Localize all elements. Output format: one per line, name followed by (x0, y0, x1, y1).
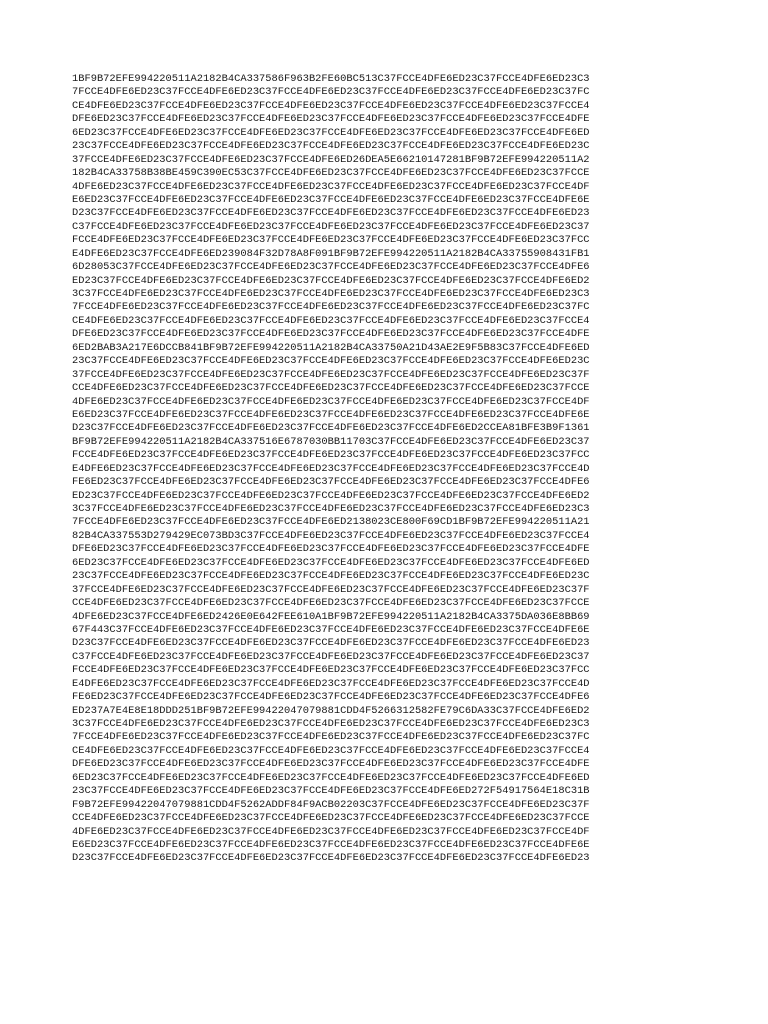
text-line: 6ED2BAB3A217E6DCCB841BF9B72EFE994220511A2182B4CA33750A21D43AE2E9F5B83C37FCCE4DFE6ED (72, 341, 590, 354)
text-line: 7FCCE4DFE6ED23C37FCCE4DFE6ED23C37FCCE4DFE6ED2138023CE800F69CD1BF9B72EFE994220511A21 (72, 516, 590, 529)
text-line: 4DFE6ED23C37FCCE4DFE6ED23C37FCCE4DFE6ED23C37FCCE4DFE6ED23C37FCCE4DFE6ED23C37FCCE4DF (72, 395, 590, 408)
text-line: D23C37FCCE4DFE6ED23C37FCCE4DFE6ED23C37FCCE4DFE6ED23C37FCCE4DFE6ED23C37FCCE4DFE6ED23 (72, 207, 590, 220)
text-line: ED237A7E4E8E18DDD251BF9B72EFE99422047079881CDD4F5266312582FE79C6DA33C37FCCE4DFE6ED2 (72, 704, 590, 717)
text-line: FE6ED23C37FCCE4DFE6ED23C37FCCE4DFE6ED23C37FCCE4DFE6ED23C37FCCE4DFE6ED23C37FCCE4DFE6 (72, 691, 590, 704)
text-line: 4DFE6ED23C37FCCE4DFE6ED23C37FCCE4DFE6ED23C37FCCE4DFE6ED23C37FCCE4DFE6ED23C37FCCE4DF (72, 825, 590, 838)
text-line: FCCE4DFE6ED23C37FCCE4DFE6ED23C37FCCE4DFE6ED23C37FCCE4DFE6ED23C37FCCE4DFE6ED23C37FCC (72, 449, 590, 462)
text-line: 23C37FCCE4DFE6ED23C37FCCE4DFE6ED23C37FCCE4DFE6ED23C37FCCE4DFE6ED23C37FCCE4DFE6ED23C (72, 140, 590, 153)
text-line: 1BF9B72EFE994220511A2182B4CA337586F963B2FE60BC513C37FCCE4DFE6ED23C37FCCE4DFE6ED23C3 (72, 73, 590, 85)
text-line: 7FCCE4DFE6ED23C37FCCE4DFE6ED23C37FCCE4DFE6ED23C37FCCE4DFE6ED23C37FCCE4DFE6ED23C37FC (72, 301, 590, 314)
text-line: E4DFE6ED23C37FCCE4DFE6ED23C37FCCE4DFE6ED23C37FCCE4DFE6ED23C37FCCE4DFE6ED23C37FCCE4D (72, 677, 590, 690)
text-line: CE4DFE6ED23C37FCCE4DFE6ED23C37FCCE4DFE6ED23C37FCCE4DFE6ED23C37FCCE4DFE6ED23C37FCCE4 (72, 314, 590, 327)
text-line: 7FCCE4DFE6ED23C37FCCE4DFE6ED23C37FCCE4DFE6ED23C37FCCE4DFE6ED23C37FCCE4DFE6ED23C37FC (72, 86, 590, 99)
text-line: 6D28053C37FCCE4DFE6ED23C37FCCE4DFE6ED23C37FCCE4DFE6ED23C37FCCE4DFE6ED23C37FCCE4DFE6 (72, 261, 590, 274)
text-line: 37FCCE4DFE6ED23C37FCCE4DFE6ED23C37FCCE4DFE6ED23C37FCCE4DFE6ED23C37FCCE4DFE6ED23C37F (72, 368, 590, 381)
text-line: 23C37FCCE4DFE6ED23C37FCCE4DFE6ED23C37FCCE4DFE6ED23C37FCCE4DFE6ED23C37FCCE4DFE6ED23C (72, 570, 590, 583)
text-line: DFE6ED23C37FCCE4DFE6ED23C37FCCE4DFE6ED23C37FCCE4DFE6ED23C37FCCE4DFE6ED23C37FCCE4DFE (72, 113, 590, 126)
text-line: FCCE4DFE6ED23C37FCCE4DFE6ED23C37FCCE4DFE6ED23C37FCCE4DFE6ED23C37FCCE4DFE6ED23C37FCC (72, 664, 590, 677)
text-line: D23C37FCCE4DFE6ED23C37FCCE4DFE6ED23C37FCCE4DFE6ED23C37FCCE4DFE6ED23C37FCCE4DFE6ED23 (72, 637, 590, 650)
text-line: D23C37FCCE4DFE6ED23C37FCCE4DFE6ED23C37FCCE4DFE6ED23C37FCCE4DFE6ED2CCEA81BFE3B9F1361 (72, 422, 590, 435)
text-line: ED23C37FCCE4DFE6ED23C37FCCE4DFE6ED23C37FCCE4DFE6ED23C37FCCE4DFE6ED23C37FCCE4DFE6ED2 (72, 274, 590, 287)
text-line: CE4DFE6ED23C37FCCE4DFE6ED23C37FCCE4DFE6ED23C37FCCE4DFE6ED23C37FCCE4DFE6ED23C37FCCE4 (72, 99, 590, 112)
text-line: 3C37FCCE4DFE6ED23C37FCCE4DFE6ED23C37FCCE4DFE6ED23C37FCCE4DFE6ED23C37FCCE4DFE6ED23C3 (72, 288, 590, 300)
text-line: 3C37FCCE4DFE6ED23C37FCCE4DFE6ED23C37FCCE4DFE6ED23C37FCCE4DFE6ED23C37FCCE4DFE6ED23C3 (72, 503, 590, 515)
text-line: 23C37FCCE4DFE6ED23C37FCCE4DFE6ED23C37FCCE4DFE6ED23C37FCCE4DFE6ED23C37FCCE4DFE6ED23C (72, 355, 590, 368)
text-line: 67F443C37FCCE4DFE6ED23C37FCCE4DFE6ED23C37FCCE4DFE6ED23C37FCCE4DFE6ED23C37FCCE4DFE6E (72, 623, 590, 636)
text-line: 37FCCE4DFE6ED23C37FCCE4DFE6ED23C37FCCE4DFE6ED26DEA5E66210147281BF9B72EFE994220511A2 (72, 153, 590, 166)
text-line: D23C37FCCE4DFE6ED23C37FCCE4DFE6ED23C37FCCE4DFE6ED23C37FCCE4DFE6ED23C37FCCE4DFE6ED23 (72, 852, 590, 865)
text-line: 6ED23C37FCCE4DFE6ED23C37FCCE4DFE6ED23C37FCCE4DFE6ED23C37FCCE4DFE6ED23C37FCCE4DFE6ED (72, 556, 590, 569)
text-line: F9B72EFE99422047079881CDD4F5262ADDF84F9ACB02203C37FCCE4DFE6ED23C37FCCE4DFE6ED23C37F (72, 798, 590, 811)
text-line: DFE6ED23C37FCCE4DFE6ED23C37FCCE4DFE6ED23C37FCCE4DFE6ED23C37FCCE4DFE6ED23C37FCCE4DFE (72, 543, 590, 556)
text-line: CCE4DFE6ED23C37FCCE4DFE6ED23C37FCCE4DFE6ED23C37FCCE4DFE6ED23C37FCCE4DFE6ED23C37FCCE (72, 812, 590, 825)
text-line: DFE6ED23C37FCCE4DFE6ED23C37FCCE4DFE6ED23C37FCCE4DFE6ED23C37FCCE4DFE6ED23C37FCCE4DFE (72, 758, 590, 771)
text-line: BF9B72EFE994220511A2182B4CA337516E6787030BB11703C37FCCE4DFE6ED23C37FCCE4DFE6ED23C37 (72, 435, 590, 448)
text-line: FCCE4DFE6ED23C37FCCE4DFE6ED23C37FCCE4DFE6ED23C37FCCE4DFE6ED23C37FCCE4DFE6ED23C37FCC (72, 234, 590, 247)
text-line: E6ED23C37FCCE4DFE6ED23C37FCCE4DFE6ED23C37FCCE4DFE6ED23C37FCCE4DFE6ED23C37FCCE4DFE6E (72, 193, 590, 206)
text-line: 6ED23C37FCCE4DFE6ED23C37FCCE4DFE6ED23C37FCCE4DFE6ED23C37FCCE4DFE6ED23C37FCCE4DFE6ED (72, 126, 590, 139)
text-line: 4DFE6ED23C37FCCE4DFE6ED2426E0E642FEE610A1BF9B72EFE994220511A2182B4CA3375DA036E8BB69 (72, 610, 590, 623)
text-line: C37FCCE4DFE6ED23C37FCCE4DFE6ED23C37FCCE4DFE6ED23C37FCCE4DFE6ED23C37FCCE4DFE6ED23C37 (72, 650, 590, 663)
text-line: 6ED23C37FCCE4DFE6ED23C37FCCE4DFE6ED23C37FCCE4DFE6ED23C37FCCE4DFE6ED23C37FCCE4DFE6ED (72, 771, 590, 784)
text-line: E6ED23C37FCCE4DFE6ED23C37FCCE4DFE6ED23C37FCCE4DFE6ED23C37FCCE4DFE6ED23C37FCCE4DFE6E (72, 838, 590, 851)
hex-text-block (72, 73, 702, 866)
text-line: E6ED23C37FCCE4DFE6ED23C37FCCE4DFE6ED23C37FCCE4DFE6ED23C37FCCE4DFE6ED23C37FCCE4DFE6E (72, 408, 590, 421)
text-line: CCE4DFE6ED23C37FCCE4DFE6ED23C37FCCE4DFE6ED23C37FCCE4DFE6ED23C37FCCE4DFE6ED23C37FCCE (72, 597, 590, 610)
text-line: E4DFE6ED23C37FCCE4DFE6ED23C37FCCE4DFE6ED23C37FCCE4DFE6ED23C37FCCE4DFE6ED23C37FCCE4D (72, 462, 590, 475)
text-line: 82B4CA337553D279429EC073BD3C37FCCE4DFE6ED23C37FCCE4DFE6ED23C37FCCE4DFE6ED23C37FCCE4 (72, 529, 590, 542)
text-line: 37FCCE4DFE6ED23C37FCCE4DFE6ED23C37FCCE4DFE6ED23C37FCCE4DFE6ED23C37FCCE4DFE6ED23C37F (72, 583, 590, 596)
text-line: 182B4CA33758B38BE459C390EC53C37FCCE4DFE6ED23C37FCCE4DFE6ED23C37FCCE4DFE6ED23C37FCCE (72, 167, 590, 180)
text-line: C37FCCE4DFE6ED23C37FCCE4DFE6ED23C37FCCE4DFE6ED23C37FCCE4DFE6ED23C37FCCE4DFE6ED23C37 (72, 220, 590, 233)
text-line: CE4DFE6ED23C37FCCE4DFE6ED23C37FCCE4DFE6ED23C37FCCE4DFE6ED23C37FCCE4DFE6ED23C37FCCE4 (72, 744, 590, 757)
text-line: 4DFE6ED23C37FCCE4DFE6ED23C37FCCE4DFE6ED23C37FCCE4DFE6ED23C37FCCE4DFE6ED23C37FCCE4DF (72, 180, 590, 193)
text-line: 3C37FCCE4DFE6ED23C37FCCE4DFE6ED23C37FCCE4DFE6ED23C37FCCE4DFE6ED23C37FCCE4DFE6ED23C3 (72, 718, 590, 730)
text-line: E4DFE6ED23C37FCCE4DFE6ED239084F32D78A8F091BF9B72EFE994220511A2182B4CA33755908431FB1 (72, 247, 590, 260)
text-line: 7FCCE4DFE6ED23C37FCCE4DFE6ED23C37FCCE4DFE6ED23C37FCCE4DFE6ED23C37FCCE4DFE6ED23C37FC (72, 731, 590, 744)
text-line: 23C37FCCE4DFE6ED23C37FCCE4DFE6ED23C37FCCE4DFE6ED23C37FCCE4DFE6ED272F54917564E18C31B (72, 785, 590, 798)
text-line: CCE4DFE6ED23C37FCCE4DFE6ED23C37FCCE4DFE6ED23C37FCCE4DFE6ED23C37FCCE4DFE6ED23C37FCCE (72, 382, 590, 395)
text-line: FE6ED23C37FCCE4DFE6ED23C37FCCE4DFE6ED23C37FCCE4DFE6ED23C37FCCE4DFE6ED23C37FCCE4DFE6 (72, 476, 590, 489)
text-line: ED23C37FCCE4DFE6ED23C37FCCE4DFE6ED23C37FCCE4DFE6ED23C37FCCE4DFE6ED23C37FCCE4DFE6ED2 (72, 489, 590, 502)
text-line: DFE6ED23C37FCCE4DFE6ED23C37FCCE4DFE6ED23C37FCCE4DFE6ED23C37FCCE4DFE6ED23C37FCCE4DFE (72, 328, 590, 341)
